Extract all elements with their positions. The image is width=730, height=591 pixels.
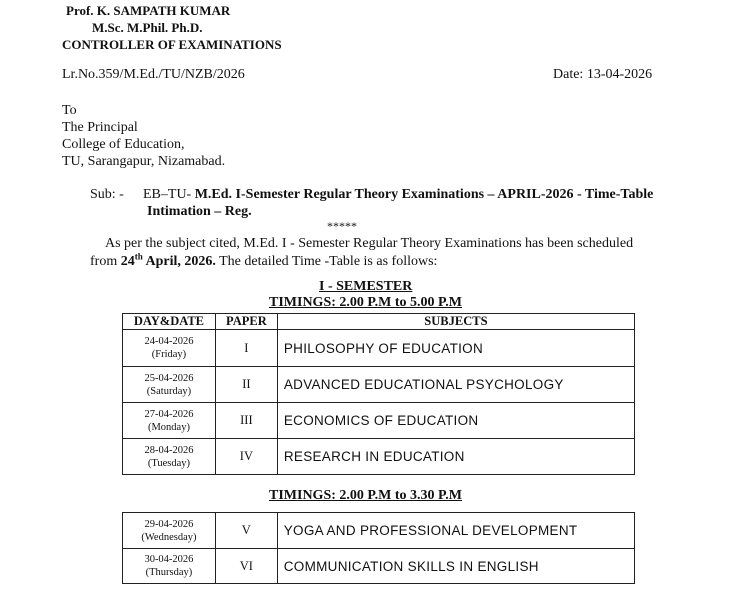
controller-name: Prof. K. SAMPATH KUMAR bbox=[66, 3, 231, 18]
subject-prefix: EB–TU- bbox=[143, 187, 192, 202]
timing-heading-1: TIMINGS: 2.00 P.M to 5.00 P.M bbox=[269, 295, 463, 310]
semester-title: I - SEMESTER bbox=[319, 279, 413, 294]
address-line-2: College of Education, bbox=[62, 137, 185, 152]
subject-title: M.Ed. I-Semester Regular Theory Examinations – APRIL-2026 - Time-Table bbox=[194, 187, 654, 202]
address-line-1: The Principal bbox=[62, 120, 138, 135]
header-paper: PAPER bbox=[215, 314, 277, 330]
header-daydate: DAY&DATE bbox=[123, 314, 216, 330]
controller-designation: CONTROLLER OF EXAMINATIONS bbox=[62, 37, 282, 52]
timetable-1 bbox=[122, 313, 635, 475]
address-to: To bbox=[62, 103, 77, 118]
subject-line-1 bbox=[143, 187, 653, 203]
table-header-row bbox=[123, 314, 635, 330]
separator-stars: ***** bbox=[327, 219, 357, 233]
table-row: 28-04-2026 (Tuesday) IV RESEARCH IN EDUCATION bbox=[123, 439, 635, 475]
timing-heading-2: TIMINGS: 2.00 P.M to 3.30 P.M bbox=[269, 488, 463, 503]
body-line-1: As per the subject cited, M.Ed. I - Semester Regular Theory Examinations has been scheduled bbox=[105, 236, 634, 251]
header-subjects: SUBJECTS bbox=[277, 314, 634, 330]
letter-date: Date: 13-04-2026 bbox=[553, 67, 653, 82]
table-row: 30-04-2026 (Thursday) VI COMMUNICATION SKILLS IN ENGLISH bbox=[123, 549, 635, 584]
subject-label: Sub: - bbox=[90, 187, 124, 202]
timetable-2 bbox=[122, 512, 635, 584]
body-line-2: from 24th April, 2026. The detailed Time -Table is as follows: bbox=[90, 251, 438, 269]
table-row: 27-04-2026 (Monday) III ECONOMICS OF EDUCATION bbox=[123, 403, 635, 439]
controller-degrees: M.Sc. M.Phil. Ph.D. bbox=[92, 20, 203, 35]
table-row: 29-04-2026 (Wednesday) V YOGA AND PROFESSIONAL DEVELOPMENT bbox=[123, 513, 635, 549]
table-row: 24-04-2026 (Friday) I PHILOSOPHY OF EDUCATION bbox=[123, 330, 635, 367]
table-row: 25-04-2026 (Saturday) II ADVANCED EDUCATIONAL PSYCHOLOGY bbox=[123, 367, 635, 403]
address-line-3: TU, Sarangapur, Nizamabad. bbox=[62, 154, 226, 169]
reference-number: Lr.No.359/M.Ed./TU/NZB/2026 bbox=[62, 67, 245, 82]
subject-line-2: Intimation – Reg. bbox=[147, 204, 252, 219]
